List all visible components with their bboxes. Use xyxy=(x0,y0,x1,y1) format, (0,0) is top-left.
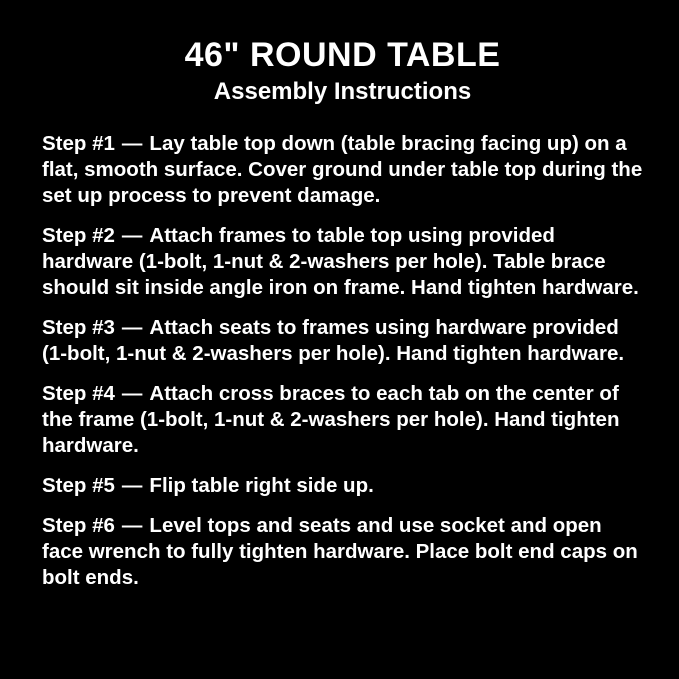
step-paragraph-3 xyxy=(42,315,643,367)
step-5-label: Step #5 xyxy=(42,474,115,497)
step-4-text: Attach cross braces to each tab on the center of the frame (1-bolt, 1-nut & 2-washers per hole). Hand tighten hardware. xyxy=(42,382,620,457)
page-title: 46" ROUND TABLE xyxy=(184,36,501,74)
step-1-text: Lay table top down (table bracing facing up) on a flat, smooth surface. Cover ground under table top during the set up process to prevent damage. xyxy=(42,132,643,207)
step-paragraph-5 xyxy=(42,473,643,499)
step-5-text: Flip table right side up. xyxy=(149,474,374,497)
step-3-text: Attach seats to frames using hardware provided (1-bolt, 1-nut & 2-washers per hole). Hand tighten hardware. xyxy=(42,316,625,365)
step-paragraph-2 xyxy=(42,223,643,301)
step-3-separator: — xyxy=(121,316,143,339)
step-4-label: Step #4 xyxy=(42,382,115,405)
step-2-text: Attach frames to table top using provided hardware (1-bolt, 1-nut & 2-washers per hole). Table brace should sit inside angle iron on frame. Hand tighten hardware. xyxy=(42,224,639,299)
step-6-label: Step #6 xyxy=(42,514,115,537)
step-3-label: Step #3 xyxy=(42,316,115,339)
step-paragraph-1 xyxy=(42,131,643,209)
step-5-separator: — xyxy=(121,474,143,497)
steps-list xyxy=(42,131,643,591)
step-4-separator: — xyxy=(121,382,143,405)
page-subtitle: Assembly Instructions xyxy=(213,78,472,105)
step-6-text: Level tops and seats and use socket and open face wrench to fully tighten hardware. Place bolt end caps on bolt ends. xyxy=(42,514,638,589)
step-2-separator: — xyxy=(121,224,143,247)
step-2-label: Step #2 xyxy=(42,224,115,247)
step-paragraph-6 xyxy=(42,513,643,591)
step-paragraph-4 xyxy=(42,381,643,459)
step-6-separator: — xyxy=(121,514,143,537)
step-1-separator: — xyxy=(121,132,143,155)
step-1-label: Step #1 xyxy=(42,132,115,155)
